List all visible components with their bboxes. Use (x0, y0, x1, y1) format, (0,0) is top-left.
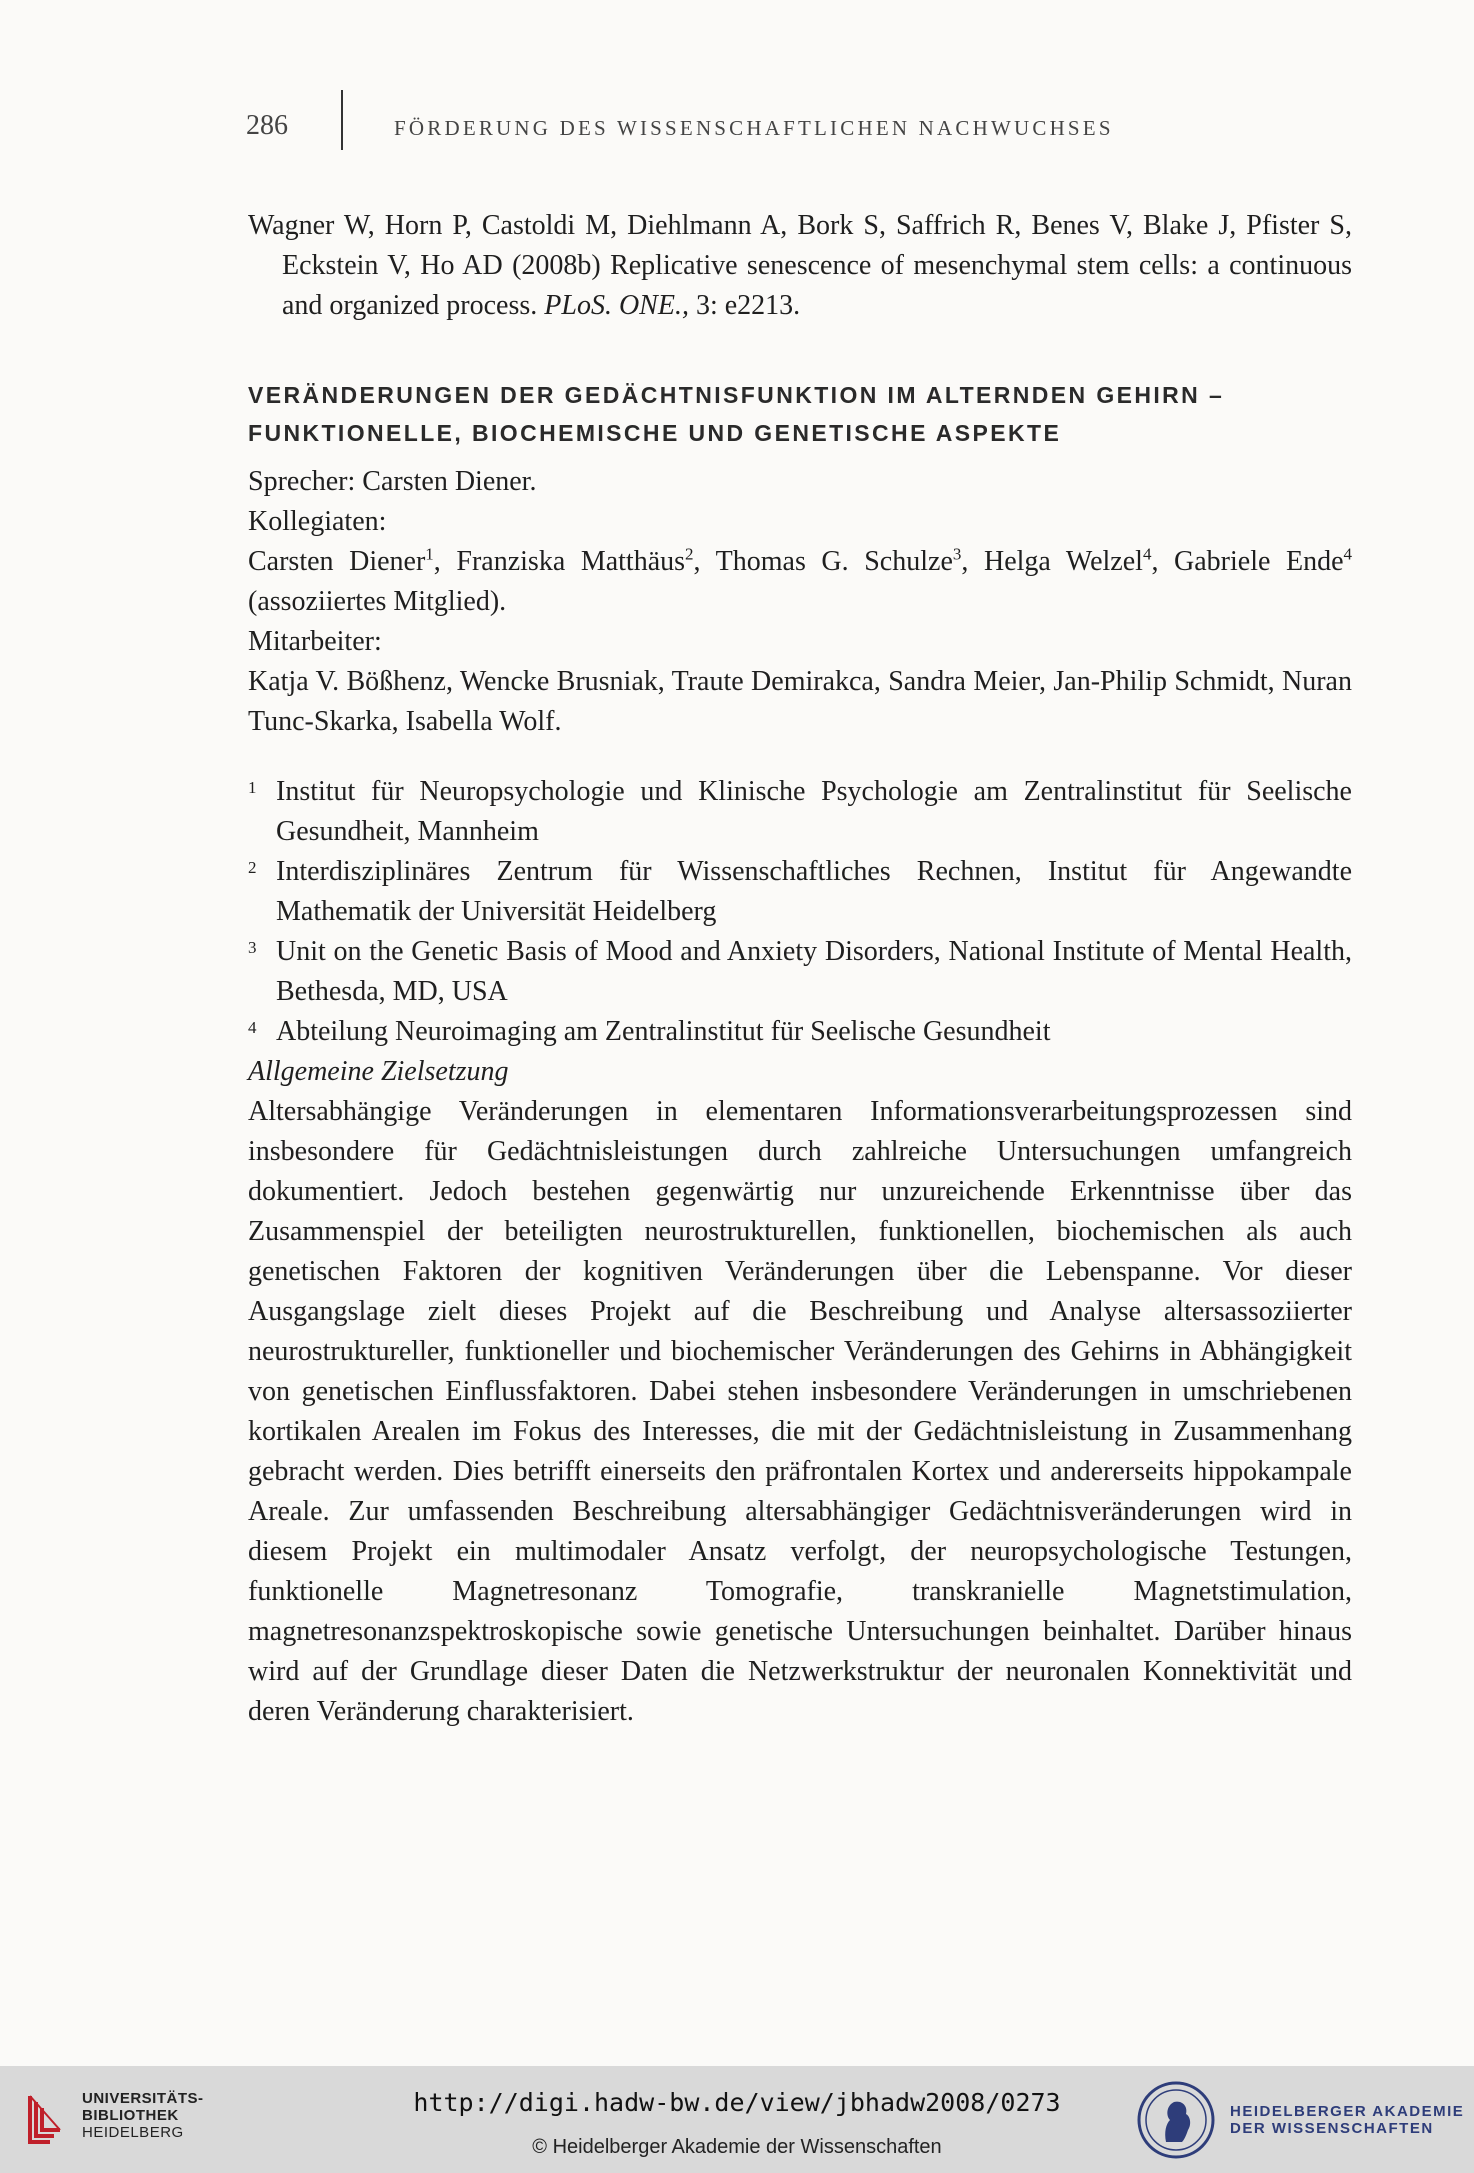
footnote-item (248, 1012, 1352, 1052)
header-divider (341, 90, 343, 150)
footer-bar (0, 2066, 1474, 2173)
kollegiat-name: Carsten Diener (248, 546, 426, 577)
mitarbeiter-list: Katja V. Bößhenz, Wencke Brusniak, Traute Demirakca, Sandra Meier, Jan-Philip Schmidt, Nuran Tunc-Skarka, Isabella Wolf. (248, 666, 1352, 737)
kollegiat-name: Thomas G. Schulze (715, 546, 953, 577)
footnote-text: Unit on the Genetic Basis of Mood and Anxiety Disorders, National Institute of Mental Health, Bethesda, MD, USA (276, 936, 1352, 1007)
affiliation-footnotes (248, 772, 1352, 1052)
kollegiat-affiliation-mark: 1 (425, 544, 434, 564)
speaker-line: Sprecher: Carsten Diener. (248, 466, 537, 497)
footnote-number: 3 (248, 938, 257, 957)
reference-entry (248, 206, 1352, 326)
running-title: FÖRDERUNG DES WISSENSCHAFTLICHEN NACHWUCHSES (394, 116, 1114, 140)
kollegiat-affiliation-mark: 4 (1142, 544, 1152, 564)
permalink-url[interactable]: http://digi.hadw-bw.de/view/jbhadw2008/0273 (413, 2088, 1061, 2117)
footnote-text: Abteilung Neuroimaging am Zentralinstitut für Seelische Gesundheit (276, 1016, 1051, 1047)
kollegiat-separator: , (693, 546, 716, 577)
kollegiat-separator: , (1151, 546, 1175, 577)
page-number: 286 (246, 110, 288, 141)
library-logo-line: BIBLIOTHEK (82, 2107, 179, 2124)
footnote-number: 1 (248, 778, 257, 797)
reference-journal: PLoS. ONE., (544, 290, 689, 321)
kollegiat-name: Helga Welzel (983, 546, 1143, 577)
footnote-text: Institut für Neuropsychologie und Klinische Psychologie am Zentralinstitut für Seelische Gesundheit, Mannheim (276, 776, 1352, 847)
footnote-number: 4 (248, 1018, 257, 1037)
footnote-item (248, 852, 1352, 932)
kollegiat-affiliation-mark: 2 (685, 544, 694, 564)
reference-text: Wagner W, Horn P, Castoldi M, Diehlmann A, Bork S, Saffrich R, Benes V, Blake J, Pfister S, Eckstein V, Ho AD (2008b) Replicative senescence of mesenchymal stem cells: a continuous and organized process. (248, 210, 1352, 321)
kollegiat-separator: , (433, 546, 457, 577)
main-content (248, 206, 1352, 1732)
copyright-notice: © Heidelberger Akademie der Wissenschaften (532, 2136, 942, 2158)
library-logo-line: HEIDELBERG (82, 2124, 184, 2141)
body-paragraph: Altersabhängige Veränderungen in elementaren Informationsverarbeitungsprozessen sind insbesondere für Gedächtnisleistungen durch zahlreiche Untersuchungen umfangreich dokumentiert. Jedoch bestehen gegenwärtig nur unzureichende Erkenntnisse über das Zusammenspiel der beteiligten neurostrukturellen, funktionellen, biochemischen als auch genetischen Faktoren der kognitiven Veränderungen über die Lebenspanne. Vor dieser Ausgangslage zielt dieses Projekt auf die Beschreibung und Analyse altersassoziierter neurostruktureller, funktioneller und biochemischer Veränderungen des Gehirns in Abhängigkeit von genetischen Einflussfaktoren. Dabei stehen insbesondere Veränderungen in umschriebenen kortikalen Arealen im Fokus des Interesses, die mit der Gedächtnisleistung in Zusammenhang gebracht werden. Dies betrifft einerseits den präfrontalen Kortex und andererseits hippokampale Areale. Zur umfassenden Beschreibung altersabhängiger Gedächtnisveränderungen wird in diesem Projekt ein multimodaler Ansatz verfolgt, der neuropsychologische Testungen, funktionelle Magnetresonanz Tomografie, transkranielle Magnetstimulation, magnetresonanzspektroskopische sowie genetische Untersuchungen beinhaltet. Darüber hinaus wird auf der Grundlage dieser Daten die Netzwerkstruktur der neuronalen Konnektivität und deren Veränderung charakterisiert. (248, 1096, 1352, 1727)
academy-logo-text (1230, 2103, 1464, 2137)
kollegiat-name: Gabriele Ende (1174, 546, 1344, 577)
footnote-item (248, 772, 1352, 852)
kollegiat-name: Franziska Matthäus (456, 546, 686, 577)
academy-logo-line: HEIDELBERGER AKADEMIE (1230, 2103, 1465, 2120)
kollegiat-separator: , (961, 546, 984, 577)
footnote-text: Interdisziplinäres Zentrum für Wissenschaftliches Rechnen, Institut für Angewandte Mathematik der Universität Heidelberg (276, 856, 1352, 927)
kollegiat-affiliation-mark: 3 (952, 544, 962, 564)
reference-volume: 3: e2213. (688, 290, 801, 321)
running-header (246, 110, 1252, 150)
academy-seal-icon[interactable] (1136, 2080, 1216, 2160)
section-heading-line1: VERÄNDERUNGEN DER GEDÄCHTNISFUNKTION IM ALTERNDEN GEHIRN – (248, 382, 1225, 408)
mitarbeiter-label: Mitarbeiter: (248, 626, 382, 657)
library-logo-line: UNIVERSITÄTS- (82, 2090, 204, 2107)
footnote-number: 2 (248, 858, 257, 877)
section-heading (248, 376, 1352, 452)
footnote-item (248, 932, 1352, 1012)
section-heading-line2: FUNKTIONELLE, BIOCHEMISCHE UND GENETISCHE ASPEKTE (248, 420, 1062, 446)
academy-logo-line: DER WISSENSCHAFTEN (1230, 2120, 1434, 2137)
kollegiat-separator: (assoziiertes Mitglied). (248, 586, 507, 617)
kollegiaten-label: Kollegiaten: (248, 506, 387, 537)
subheading: Allgemeine Zielsetzung (248, 1056, 509, 1087)
kollegiat-affiliation-mark: 4 (1343, 544, 1353, 564)
kollegiaten-list (248, 542, 1352, 622)
